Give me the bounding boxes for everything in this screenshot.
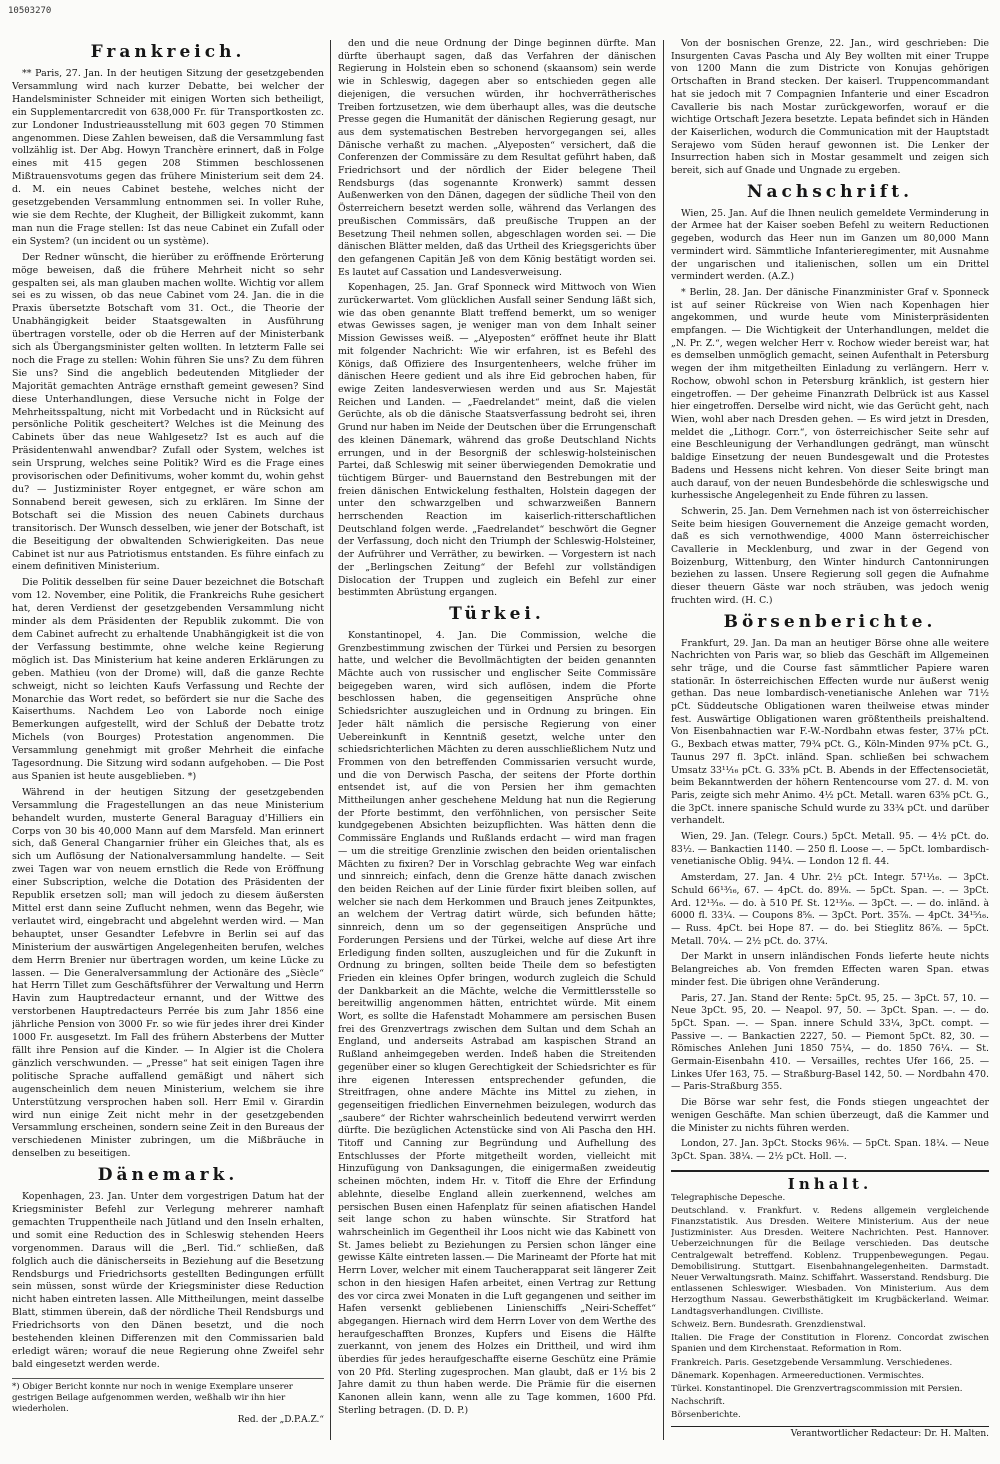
article-paragraph: Frankfurt, 29. Jan. Da man an heutiger Börse ohne alle weitere Nachrichten von Paris war, so blieb das Geschäft im Allgemeinen sehr träge, und die Course fast sämmtlicher Papiere waren stationär. In österreichischen Effecten wurde nur äußerst wenig gethan. Das neue lombardisch-venetianische Anlehen war 71½ pCt. Süddeutsche Obligationen waren theilweise etwas minder fest. Auswärtige Obligationen waren größtentheils preishaltend. Von Eisenbahnactien war F.-W.-Nordbahn etwas fester, 37⅛ pCt. G., Bexbach etwas matter, 79¾ pCt. G., Köln-Minden 97⅜ pCt. G., Taunus 297 fl. 3pCt. inländ. Span. schließen bei schwachem Umsatz 33¹¹⁄₁₆ pCt. G. 33⅝ pCt. B. Abends in der Effectensocietät, beim Bekanntwerden der höhern Rentencourse vom 27. d. M. von Paris, zeigte sich mehr Animo. 4½ pCt. Metall. waren 63⅝ pCt. G., die 3pCt. innere spanische Schuld wurde zu 33¾ pCt. und darüber verhandelt.	[671, 637, 989, 827]
article-paragraph: * Berlin, 28. Jan. Der dänische Finanzminister Graf v. Sponneck ist auf seiner Rückreise von Wien nach Kopenhagen hier angekommen, und wurde heute vom Ministerpräsidenten empfangen. — Die Wichtigkeit der Unterhandlungen, meldet die „N. Pr. Z.“, wegen welcher Herr v. Rochow wieder bereist war, hat es demselben unmöglich gemacht, seinen Aufenthalt in Petersburg wegen der ihm mitgetheilten Einladung zu verlängern. Herr v. Rochow, obwohl schon in Petersburg kränklich, ist gestern hier eingetroffen. — Der geheime Finanzrath Delbrück ist aus Kassel hier eingetroffen. Derselbe wird nicht, wie das Gerücht geht, nach Wien, wohl aber nach Dresden gehen. — Es wird jetzt in Dresden, meldet die „Lithogr. Corr.“, von österreichischer Seite sehr auf eine Beschleunigung der Verhandlungen gedrängt, man wünscht baldige Einsetzung der neuen Bundesgewalt und die Protestes Badens und Hessens nicht kehren. Von dieser Seite bringt man auch darauf, von der neuen Bundesbehörde die schleswigsche und kurhessische Angelegenheit zu Ende führen zu lassen.	[671, 286, 989, 502]
col3-boerse-paragraphs	[671, 638, 989, 1164]
article-paragraph: Kopenhagen, 25. Jan. Graf Sponneck wird Mittwoch von Wien zurückerwartet. Vom glücklichen Ausfall seiner Sendung läßt sich, wie das oben genannte Blatt treffend bemerkt, um so weniger etwas Gewisses sagen, je weniger man von dem Inhalt seiner Mission Gewisses weiß. — „Alyeposten“ eröffnet heute ihr Blatt mit folgender Nachricht: Wie wir erfahren, ist es Befehl des Königs, daß Offiziere des Insurgentenheers, welche früher im dänischen Heere gedient und als ihre Eid gebrochen haben, für ewige Zeiten landesverwiesen werden und aus Sr. Majestät Reichen und Landen. — „Faedrelandet“ meint, daß die vielen Gerüchte, als ob die dänische Staatsverfassung bedroht sei, ihren Grund nur haben im Neide der Deutschen über die Errungenschaft des kleinen Dänemark, während das große Deutschland Nichts errungen, und in der Besorgniß der schleswig-holsteinischen Partei, daß Schleswig mit seiner überwiegenden Demokratie und tüchtigem Bürger- und Bauernstand den Bestrebungen mit der freien dänischen Entwickelung festhalten, Holstein dagegen der unter den schwarzgelben und schwarzweißen Bannern herrschenden Reaction im kaiserlich-ritterschaftlichen Deutschland folgen werde. „Faedrelandet“ beschwört die Gegner der Verfassung, doch nicht den Triumph der Schleswig-Holsteiner, der Aufrührer und Verräther, zu bewirken. — Vorgestern ist nach der „Berlingschen Zeitung“ der Befehl zur vollständigen Dislocation der Truppen und zugleich ein Befehl zur einer bestimmten Abrüstung ergangen.	[338, 282, 656, 599]
footnote: *) Obiger Bericht konnte nur noch in wenige Exemplare unserer gestrigen Beilage aufgenommen werden, weßhalb wir ihn hier wiederholen.	[12, 1378, 324, 1415]
page-id: 10503270	[8, 6, 52, 16]
article-paragraph: Die Politik desselben für seine Dauer bezeichnet die Botschaft vom 12. November, eine Politik, die Frankreichs Ruhe gesichert hat, deren Verdienst der gesetzgebenden Versammlung nicht minder als dem Präsidenten der Republik zukommt. Die von dem Cabinet aufrecht zu erhaltende Unabhängigkeit ist die von der Verfassung bestimmte, ohne welche keine Regierung möglich ist. Das Ministerium hat keine anderen Erklärungen zu geben. Mathieu (von der Drome) will, daß die ganze Rechte schweigt, nicht so leichten Kaufs Verfassung und Rechte der Monarchie das Wort redet, so befördert sie nur die Sache des Kaiserthums. Nachdem Leo von Laborde noch einige Bemerkungen aufgestellt, wird der Schluß der Debatte trotz Michels (von Bourges) Protestation angenommen. Die Versammlung genehmigt mit großer Mehrheit die einfache Tagesordnung. Die Sitzung wird sodann aufgehoben. — Die Post aus Spanien ist heute ausgeblieben. *)	[12, 577, 324, 782]
article-paragraph: den und die neue Ordnung der Dinge beginnen dürfte. Man dürfte überhaupt sagen, daß das Verfahren der dänischen Regierung in Holstein eben so schonend (skaansom) sein werde wie in Schleswig, dagegen aber so entschieden gegen alle diejenigen, die versuchen würden, ihr hochverrätherisches Treiben fortzusetzen, wie dem überhaupt alles, was die deutsche Presse gegen die Humanität der dänischen Regierung gesagt, nur aus dem systematischen Bestreben hervorgegangen sei, alles Dänische verhaßt zu machen. „Alyeposten“ versichert, daß die Conferenzen der Commissäre zu dem Resultat geführt haben, daß Friedrichsort und der nördlich der Eider belegene Theil Rendsburgs (das sogenannte Kronwerk) sammt dessen Außenwerken von den Dänen, dagegen der südliche Theil von den Österreichern besetzt werden solle, während das Verlangen des preußischen Commissärs, daß preußische Truppen an der Besetzung Theil nehmen sollen, abgeschlagen worden sei. — Die dänischen Blätter melden, daß das Urtheil des Kriegsgerichts über den gefangenen Capitän Jeß von dem König bestätigt worden sei. Es lautet auf Cassation und Landesverweisung.	[338, 38, 656, 278]
col2-paragraphs	[338, 38, 656, 600]
toc-entry: Telegraphische Depesche.	[671, 1192, 786, 1203]
section-heading-nachschrift: Nachschrift.	[746, 181, 914, 202]
section-heading-boersenberichte: Börsenberichte.	[723, 611, 937, 632]
article-paragraph: Kopenhagen, 23. Jan. Unter dem vorgestrigen Datum hat der Kriegsminister Befehl zur Verlegung mehrerer namhaft gemachten Truppentheile nach Jütland und den Inseln erhalten, und somit eine Reduction des in Schleswig stehenden Heers vorgenommen. Daraus will die „Berl. Tid.“ schließen, daß folglich auch die dänischerseits in Beziehung auf die Besetzung Rendsburgs und Friedrichsorts gestellten Bedingungen erfüllt sein müssen, sonst würde der Kriegsminister diese Reduction nicht haben eintreten lassen. Alle Mittheilungen, meint dasselbe Blatt, stimmen überein, daß der nördliche Theil Rendsburgs und Friedrichsorts von den Dänen besetzt, und die noch bestehenden kleinen Differenzen mit den Commissarien bald erledigt wären; worauf die neue Regierung ohne Zweifel sehr bald eingesetzt werden werde.	[12, 1191, 324, 1370]
section-heading-daenemark: Dänemark.	[97, 1165, 239, 1186]
article-paragraph: Wien, 29. Jan. (Telegr. Cours.) 5pCt. Metall. 95. — 4½ pCt. do. 83½. — Bankactien 1140. — 250 fl. Loose —. — 5pCt. lombardisch-venetianische Oblig. 94¼. — London 12 fl. 44.	[671, 831, 989, 868]
column-1	[12, 38, 324, 1438]
table-of-contents	[671, 1193, 989, 1422]
column-3	[671, 38, 989, 1438]
col3-paragraphs	[671, 38, 989, 178]
toc-entry: Deutschland. v. Frankfurt. v. Redens allgemein vergleichende Finanzstatistik. Aus Dresden. Weitere Ministerium. Aus der neue Justizminister. Aus Dresden. Weitere Nachrichten. Pest. Hannover. Ueberzeichnungen für die Beilage verschieden. Das deutsche Centralgewalt betreffend. Koblenz. Truppenbewegungen. Pegau. Demobilisirung. Stuttgart. Eisenbahnangelegenheiten. Darmstadt. Neuer Verwaltungsrath. Mainz. Schiffahrt. Wasserstand. Rendsburg. Die entlassenen Schleswiger. Wiesbaden. Von Ministerium. Aus dem Herzogthum Nassau. Gewerbsthätigkeit im Krugbäckerland. Weimar. Landtagsverhandlungen. Civilliste.	[671, 1205, 989, 1317]
footnote-signature: Red. der „D.P.A.Z.“	[237, 1414, 324, 1425]
editor-line: Verantwortlicher Redacteur: Dr. H. Malten.	[671, 1426, 989, 1438]
article-paragraph: Während in der heutigen Sitzung der gesetzgebenden Versammlung die Fragestellungen an das neue Ministerium behandelt wurden, musterte General Baraguay d'Hilliers ein Corps von 30 bis 40,000 Mann auf dem Marsfeld. Man erinnert sich, daß General Changarnier früher ein Gleiches that, als es sich um Auflösung der Nationalversammlung handelte. — Seit zwei Tagen war von neuem ernstlich die Rede von Eröffnung einer Subscription, welche die Dotation des Präsidenten der Republik ersetzen soll; man will jedoch zu diesem äußersten Mittel erst dann seine Zuflucht nehmen, wenn das Begehr, wie verlautet wird, eingebracht und abgelehnt werden wird. — Man behauptet, unser Gesandter Lefebvre in Berlin sei auf das Ministerium der auswärtigen Angelegenheiten berufen, welches dem Herrn Brenier nur übertragen worden, um keine Lücke zu lassen. — Die Generalversammlung der Actionäre des „Siècle“ hat Herrn Tillet zum Geschäftsführer der Verwaltung und Herrn Havin zum Hauptredacteur ernannt, und der Wittwe des verstorbenen Hauptredacteurs Perrée bis zum Jahr 1856 eine jährliche Pension von 3000 Fr. so wie für jedes ihrer drei Kinder 1000 Fr. ausgesetzt. Im Fall des frühern Absterbens der Mutter fällt ihre Pension auf die Kinder. — In Algier ist die Cholera gänzlich verschwunden. — „Presse“ hat seit einigen Tagen ihre politische Sprache auffallend gemäßigt und nähert sich augenscheinlich dem neuen Ministerium, welchem sie ihre Unterstützung versprochen haben soll. Herr Emil v. Girardin wird nun einige Zeit nicht mehr in der gesetzgebenden Versammlung erscheinen, sondern seine Zeit in den Bureaus der verschiedenen Minister zubringen, um die Mißbräuche in denselben zu beseitigen.	[12, 786, 324, 1160]
article-paragraph: London, 27. Jan. 3pCt. Stocks 96⅛. — 5pCt. Span. 18¼. — Neue 3pCt. Span. 38¼. — 2½ pCt. Holl. —.	[671, 1138, 989, 1162]
article-paragraph: Konstantinopel, 4. Jan. Die Commission, welche die Grenzbestimmung zwischen der Türkei und Persien zu besorgen hatte, und welcher die Bevollmächtigten der beiden genannten Mächte auch von russischer und englischer Seite Commissäre beigegeben waren, wird sich auflösen, indem die Pforte beschlossen haben, die gegenseitigen Ansprüche ohne Schiedsrichter auszugleichen und in Ordnung zu bringen. Ein Jeder hält nämlich die persische Regierung von einer Uebereinkunft in Kenntniß gesetzt, welche unter den schiedsrichterlichen Mächten zu deren ausschließlichem Nutz und Frommen von den betreffenden Commissarien versucht wurde, und die von Derwisch Pascha, der seitens der Pforte dorthin entsendet ist, auf die von Persien her ihm gemachten Mittheilungen anher geschehene Meldung hat nun die Regierung der Pforte bestimmt, den verföhnlichen, von persischer Seite kundgegebenen Absichten beizupflichten. Was hätten denn die Commissäre Englands und Rußlands erdacht — wird man fragen — um die streitige Grenzlinie zwischen den beiden orientalischen Mächten zu fixiren? Der in Vorschlag gebrachte Weg war einfach und sinnreich; einfach, denn die Grenze hätte danach zwischen den beiden Reichen auf der Linie fürder fixirt bleiben sollen, auf welcher sie nach dem Herkommen und Brauch jenes Zeitpunktes, an welchem der Vertrag datirt würde, sich befunden hätte; sinnreich, denn um so der gegenseitigen Ansprüche und Forderungen Persiens und der Türkei, welche auf diese Art ihre Erledigung finden sollten, auszugleichen und für die Zukunft in Ordnung zu bringen, sollten beide Theile dem so befestigten Frieden ein kleines Opfer bringen, wodurch zugleich die Schuld der Dankbarkeit an die Mächte, welche die Vermittlersstelle so bereitwillig angenommen hätten, entrichtet würde. Mit einem Wort, es sollte die Hafenstadt Mohammere am persischen Busen frei des Grenzvertrags zwischen dem Sultan und dem Schah an England, und anderseits Astrabad am kaspischen Strand an Rußland anheimgegeben werden. Indeß haben die Streitenden gegenüber einer so klugen Gerechtigkeit der Schiedsrichter es für ihre eigenen Interessen entsprechender gefunden, die Streitfragen, ohne andere Mächte ins Mittel zu ziehen, in gegenseitigen friedlichen Einvernehmen beizulegen, wodurch das „saubere“ der Richter wahrscheinlich bedeutend verwirrt werden dürfte. Die bezüglichen Actenstücke sind von Ali Pascha den HH. Titoff und Canning zur Begründung und Aufhellung des Entschlusses der Pforte mitgetheilt worden, vielleicht mit Hinzufügung von Danksagungen, die einigermaßen zweideutig scheinen möchten, indem Hr. v. Titoff die Ehre der Erfindung ablehnte, dieselbe England allein zuerkennend, welches am persischen Busen einen Hafenplatz für seinen afiatischen Handel seit lange schon zu haben wünschte. Sir Stratford hat wahrscheinlich im Gegentheil ihr Loos nicht wie das Kabinett von St. James beliebt zu Beziehungen zu Persien schon länger eine gewisse Kälte eintreten lassen.— Die Marineamt der Pforte hat mit Herrn Lover, welcher mit einem Taucherapparat seit längerer Zeit schon in den hiesigen Hafen arbeitet, einen Vertrag zur Rettung des vor circa zwei Monaten in die Luft gegangenen und seither im Hafen versenkt gebliebenen Linienschiffs „Neiri-Scheffet“ abgegangen. Hiernach wird dem Herrn Lover von dem Werthe des heraufgeschafften Bronzes, Kupfers und Eisens die Hälfte zuerkannt, von jenem des Holzes ein Drittheil, und wird ihm überdies für jedes heraufgeschaffte eiserne Geschütz eine Prämie von 20 Pfd. Sterling zugesprochen. Man glaubt, daß er 1½ bis 2 Jahre damit zu thun haben werde. Die Prämie für die eisernen Kanonen allein kann, wenn alle zu Tage kommen, 1600 Pfd. Sterling betragen. (D. D. P.)	[338, 629, 656, 1416]
toc-entry: Dänemark. Kopenhagen. Armeereductionen. Vermischtes.	[671, 1370, 925, 1381]
toc-entry: Türkei. Konstantinopel. Die Grenzvertragscommission mit Persien.	[671, 1383, 963, 1394]
section-heading-inhalt: Inhalt.	[671, 1170, 989, 1193]
toc-entry: Schweiz. Bern. Bundesrath. Grenzdienstwal.	[671, 1319, 866, 1330]
toc-entry: Börsenberichte.	[671, 1410, 741, 1421]
article-paragraph: Wien, 25. Jan. Auf die Ihnen neulich gemeldete Verminderung in der Armee hat der Kaiser soeben Befehl zu weitern Reductionen gegeben, wodurch das Heer nun im Ganzen um 80,000 Mann vermindert wird. Sämmtliche Infanterieregimenter, mit Ausnahme der ungarischen und italienischen, sollen um ein Drittel vermindert werden. (A.Z.)	[671, 207, 989, 283]
toc-entry: Frankreich. Paris. Gesetzgebende Versammlung. Verschiedenes.	[671, 1357, 953, 1368]
toc-entry: Italien. Die Frage der Constitution in Florenz. Concordat zwischen Spanien und dem Kirchenstaat. Reformation in Rom.	[671, 1333, 989, 1355]
article-paragraph: Amsterdam, 27. Jan. 4 Uhr. 2½ pCt. Integr. 57¹¹⁄₁₆. — 3pCt. Schuld 66¹³⁄₁₆, 67. — 4pCt. do. 89⅛. — 5pCt. Span. —. — 3pCt. Ard. 12¹³⁄₁₆. — do. à 510 Pf. St. 12¹³⁄₁₆. — 3pCt. —. — do. inländ. à 6000 fl. 33¼. — Coupons 8⅝. — 3pCt. Port. 35⅞. — 4pCt. 34¹⁵⁄₁₆. — Russ. 4pCt. bei Hope 87. — do. bei Stieglitz 86⅞. — 5pCt. Metall. 70¼. — 2½ pCt. do. 37¼.	[671, 872, 989, 947]
article-paragraph: Schwerin, 25. Jan. Dem Vernehmen nach ist von österreichischer Seite beim hiesigen Gouvernement die Anzeige gemacht worden, daß es sich vernothwendige, 4000 Mann österreichischer Cavallerie in Mecklenburg, und zwar in der Gegend von Boizenburg, Wittenburg, den Winter hindurch Cantonnirungen beziehen zu lassen. Unsere Regierung soll gegen die Aufnahme dieser theuern Gäste war noch sträuben, was jedoch wenig fruchten wird. (H. C.)	[671, 505, 989, 606]
column-2	[338, 38, 656, 1438]
article-paragraph: Der Markt in unsern inländischen Fonds lieferte heute nichts Belangreiches ab. Von fremden Effecten waren Span. etwas minder fest. Die übrigen ohne Veränderung.	[671, 951, 989, 988]
article-paragraph: Der Redner wünscht, die hierüber zu eröffnende Erörterung möge beweisen, daß die frühere Mehrheit nicht so sehr gespalten sei, als man glauben machen wollte. Wichtig vor allem sei es zu wissen, ob das neue Cabinet vom 24. Jan. die in die Praxis übersetzte Botschaft vom 31. Oct., die Theorie der Unabhängigkeit beider Staatsgewalten in Ausführung übertragen vorstelle, oder ob die Herren auf der Ministerbank sich als Übergangsminister gelten wollten. In letzterm Falle sei noch die Frage zu stellen: Wohin führen Sie uns? Zu dem führen Sie uns? Sind die angeblich bedeutenden Mitglieder der Majorität gemachten Anträge ernsthaft gemeint gewesen? Sind diese Unterhandlungen, diese Versuche nicht in Folge der Mehrheitsspaltung, nicht mit Vorbedacht und in Rücksicht auf persönliche Politik gescheitert? Welches ist die Meinung des Cabinets über das neue Wahlgesetz? Ist es auch auf die Präsidentenwahl anwendbar? Zufall oder System, welches ist sein Ursprung, welches seine Politik? Wird es die Frage eines provisorischen oder Definitivums, woher kommt du, wohin gehst du? — Justizminister Royer entgegnet, er wäre schon am Sonnabend bereit gewesen, sich zu erklären. Im Sinne der Botschaft sei die Mission des neuen Cabinets durchaus transitorisch. Der Wunsch desselben, wie jener der Botschaft, ist die Beseitigung der obwaltenden Schwierigkeiten. Das neue Cabinet ist nur aus Patriotismus entstanden. Es führe einfach zu einem definitiven Ministerium.	[12, 251, 324, 573]
article-paragraph: Die Börse war sehr fest, die Fonds stiegen ungeachtet der wenigen Geschäfte. Man schien überzeugt, daß die Kammer und die Minister zu nichts führen werden.	[671, 1097, 989, 1134]
toc-entry: Nachschrift.	[671, 1397, 725, 1408]
article-paragraph: Von der bosnischen Grenze, 22. Jan., wird geschrieben: Die Insurgenten Cavas Pascha und Aly Bey wollten mit einer Truppe von 1200 Mann die zum Districte von Konujas gehörigen Ortschaften in Brand stecken. Der kaiserl. Truppencommandant hat sie jedoch mit 7 Compagnien Infanterie und einer Escadron Cavallerie bis nach Mostar zurückgeworfen, worauf er die wichtige Ortschaft Jezera besetzte. Lepata befindet sich in Händen der Kaiserlichen, wodurch die Communication mit der Hauptstadt Serajewo vom Süden herauf gewonnen ist. Die Lenker der Insurrection haben sich in Mostar gesammelt und zeigen sich bereit, sich auf Gnade und Ungnade zu ergeben.	[671, 38, 989, 177]
section-heading-tuerkei: Türkei.	[449, 603, 545, 624]
article-paragraph: Paris, 27. Jan. Stand der Rente: 5pCt. 95, 25. — 3pCt. 57, 10. — Neue 3pCt. 95, 20. — Neapol. 97, 50. — 3pCt. Span. —. — do. 5pCt. Span. —. — Span. innere Schuld 33¼, 3pCt. compt. — Passive —. — Bankactien 2227, 50. — Piemont 5pCt. 82, 30. — Römisches Anlehen Juni 1850 75¼, — do. 1850 76¼. — St. Germain-Eisenbahn 410. — Versailles, rechtes Ufer 166, 25. — Linkes Ufer 163, 75. — Straßburg-Basel 142, 50. — Nordbahn 470. — Paris-Straßburg 355.	[671, 992, 989, 1093]
col1-dk-paragraphs	[12, 1191, 324, 1372]
col1-paragraphs	[12, 68, 324, 1161]
article-paragraph: ** Paris, 27. Jan. In der heutigen Sitzung der gesetzgebenden Versammlung wird nach kurzer Debatte, bei welcher der Handelsminister Schneider mit einigen Worten sich betheiligt, ein Supplementarcredit von 638,000 Fr. für Transportkosten zc. zur Londoner Industrieausstellung mit 603 gegen 70 Stimmen angenommen. Diese Zahlen beweisen, daß die Versammlung fast vollzählig ist. Der Abg. Howyn Tranchère erinnert, daß in Folge eines mit 415 gegen 208 Stimmen beschlossenen Mißtrauensvotums gegen das frühere Ministerium seit dem 24. d. M. ein neues Cabinet bestehe, welches nicht der gesetzgebenden Versammlung entnommen sei. In voller Ruhe, wie sie dem Rechte, der Klugheit, der Billigkeit zukommt, kann man nun die Frage stellen: Ist das neue Cabinet ein Zufall oder ein System? (un incident ou un système).	[12, 68, 324, 247]
section-heading-frankreich: Frankreich.	[90, 42, 246, 62]
col3-nach-paragraphs	[671, 208, 989, 608]
col2-tr-paragraphs	[338, 630, 656, 1418]
